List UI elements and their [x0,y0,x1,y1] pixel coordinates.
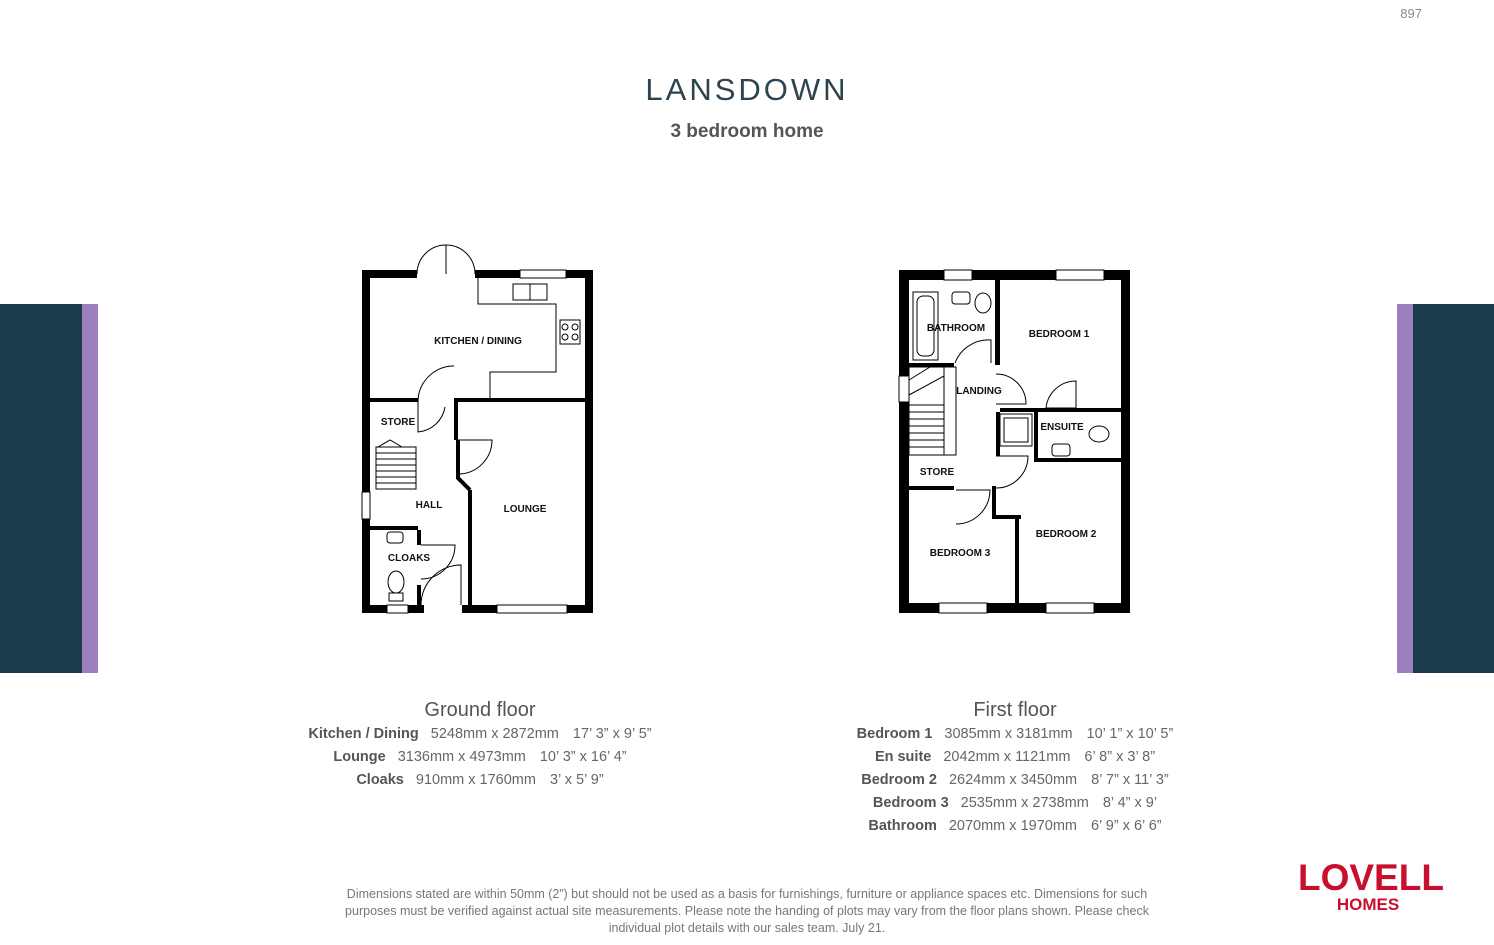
hob-icon [560,320,580,344]
lovell-homes-logo [1298,857,1444,914]
cloaks-fittings [387,532,461,605]
dimension-name: Bathroom [868,818,937,834]
room-label-kitchen: KITCHEN / DINING [434,336,522,347]
logo-line-2: HOMES [1336,895,1400,914]
dimension-row [715,792,1315,815]
room-label-store: STORE [919,467,955,478]
shower-icon [1000,414,1032,446]
page-subtitle: 3 bedroom home [670,121,824,142]
dimension-ft: 17’ 3” x 9’ 5” [572,726,652,742]
dimension-ft: 6’ 8” x 3’ 8” [1084,749,1156,765]
dimension-name: Bedroom 3 [872,795,949,811]
lounge-door [458,440,492,474]
room-label-landing: LANDING [956,386,1002,397]
dimension-mm: 5248mm x 2872mm [430,726,559,742]
page-number: 897 [1400,6,1422,21]
room-label-bedroom2: BEDROOM 2 [1035,529,1097,540]
dimension-row [715,746,1315,769]
first-stairs [909,367,956,455]
dimension-mm: 2070mm x 1970mm [948,818,1077,834]
dimension-row [180,769,780,792]
toilet-icon [975,293,991,313]
first-floor-dimensions [715,723,1315,838]
dimension-ft: 8’ 4” x 9’ [1102,795,1158,811]
dimension-name: Bedroom 2 [861,772,937,788]
dimension-name: Kitchen / Dining [308,726,419,742]
dimension-ft: 6’ 9” x 6’ 6” [1090,818,1162,834]
toilet-icon [1089,426,1109,442]
ground-floor-title: Ground floor [424,699,536,721]
dimension-mm: 2535mm x 2738mm [960,795,1089,811]
toilet-icon [388,571,404,593]
room-label-lounge: LOUNGE [503,504,547,515]
bedroom2-door [996,456,1028,488]
dimension-mm: 2624mm x 3450mm [948,772,1078,788]
dimension-row [715,815,1315,838]
first-floor-title: First floor [973,699,1057,721]
dimension-name: Lounge [333,749,386,765]
first-floor-windows [899,270,1104,613]
logo-line-1: LOVELL [1298,857,1444,898]
basin-icon [387,532,403,543]
ensuite-door [1046,381,1076,408]
dimension-row [180,746,780,769]
room-label-bedroom3: BEDROOM 3 [929,548,991,559]
dimension-ft: 8’ 7” x 11’ 3” [1091,772,1169,788]
dimension-row [715,769,1315,792]
dimension-row [715,723,1315,746]
ensuite-fittings [1000,414,1109,456]
dimension-name: Bedroom 1 [856,726,933,742]
dimension-mm: 3136mm x 4973mm [397,749,526,765]
room-label-hall: HALL [415,500,443,511]
dimension-row [180,723,780,746]
ground-floor-dimensions [180,723,780,792]
dimension-mm: 910mm x 1760mm [415,772,536,788]
dimension-name: En suite [874,749,932,765]
ground-stairs [376,440,416,489]
room-label-bedroom1: BEDROOM 1 [1028,329,1090,340]
dimension-ft: 3’ x 5’ 9” [549,772,604,788]
dimension-ft: 10’ 1” x 10’ 5” [1086,726,1174,742]
dimension-ft: 10’ 3” x 16’ 4” [539,749,627,765]
basin-icon [952,292,970,304]
first-floor-plan [899,270,1130,613]
store-door [418,402,445,432]
room-label-cloaks: CLOAKS [387,553,431,564]
french-doors [417,245,475,274]
kitchen-door [418,366,454,402]
lounge-entrance-wall [458,440,470,490]
room-label-ensuite: ENSUITE [1040,422,1084,433]
dimension-mm: 3085mm x 3181mm [944,726,1073,742]
basin-icon [1052,444,1070,456]
dimension-mm: 2042mm x 1121mm [943,749,1071,765]
disclaimer-text: Dimensions stated are within 50mm (2”) but should not be used as a basis for furnishings, furniture or appliance spaces etc. Dimensions for such purposes must be verified against actual site measurements. Please note the handing of plots may vary from the floor plans shown. Please check individual plot details with our sales team. July 21. [345,887,1149,935]
room-label-store: STORE [380,417,416,428]
room-label-bathroom: BATHROOM [926,323,986,334]
dimension-name: Cloaks [356,772,404,788]
bedroom3-door [956,490,990,524]
page-title: LANSDOWN [645,72,849,107]
